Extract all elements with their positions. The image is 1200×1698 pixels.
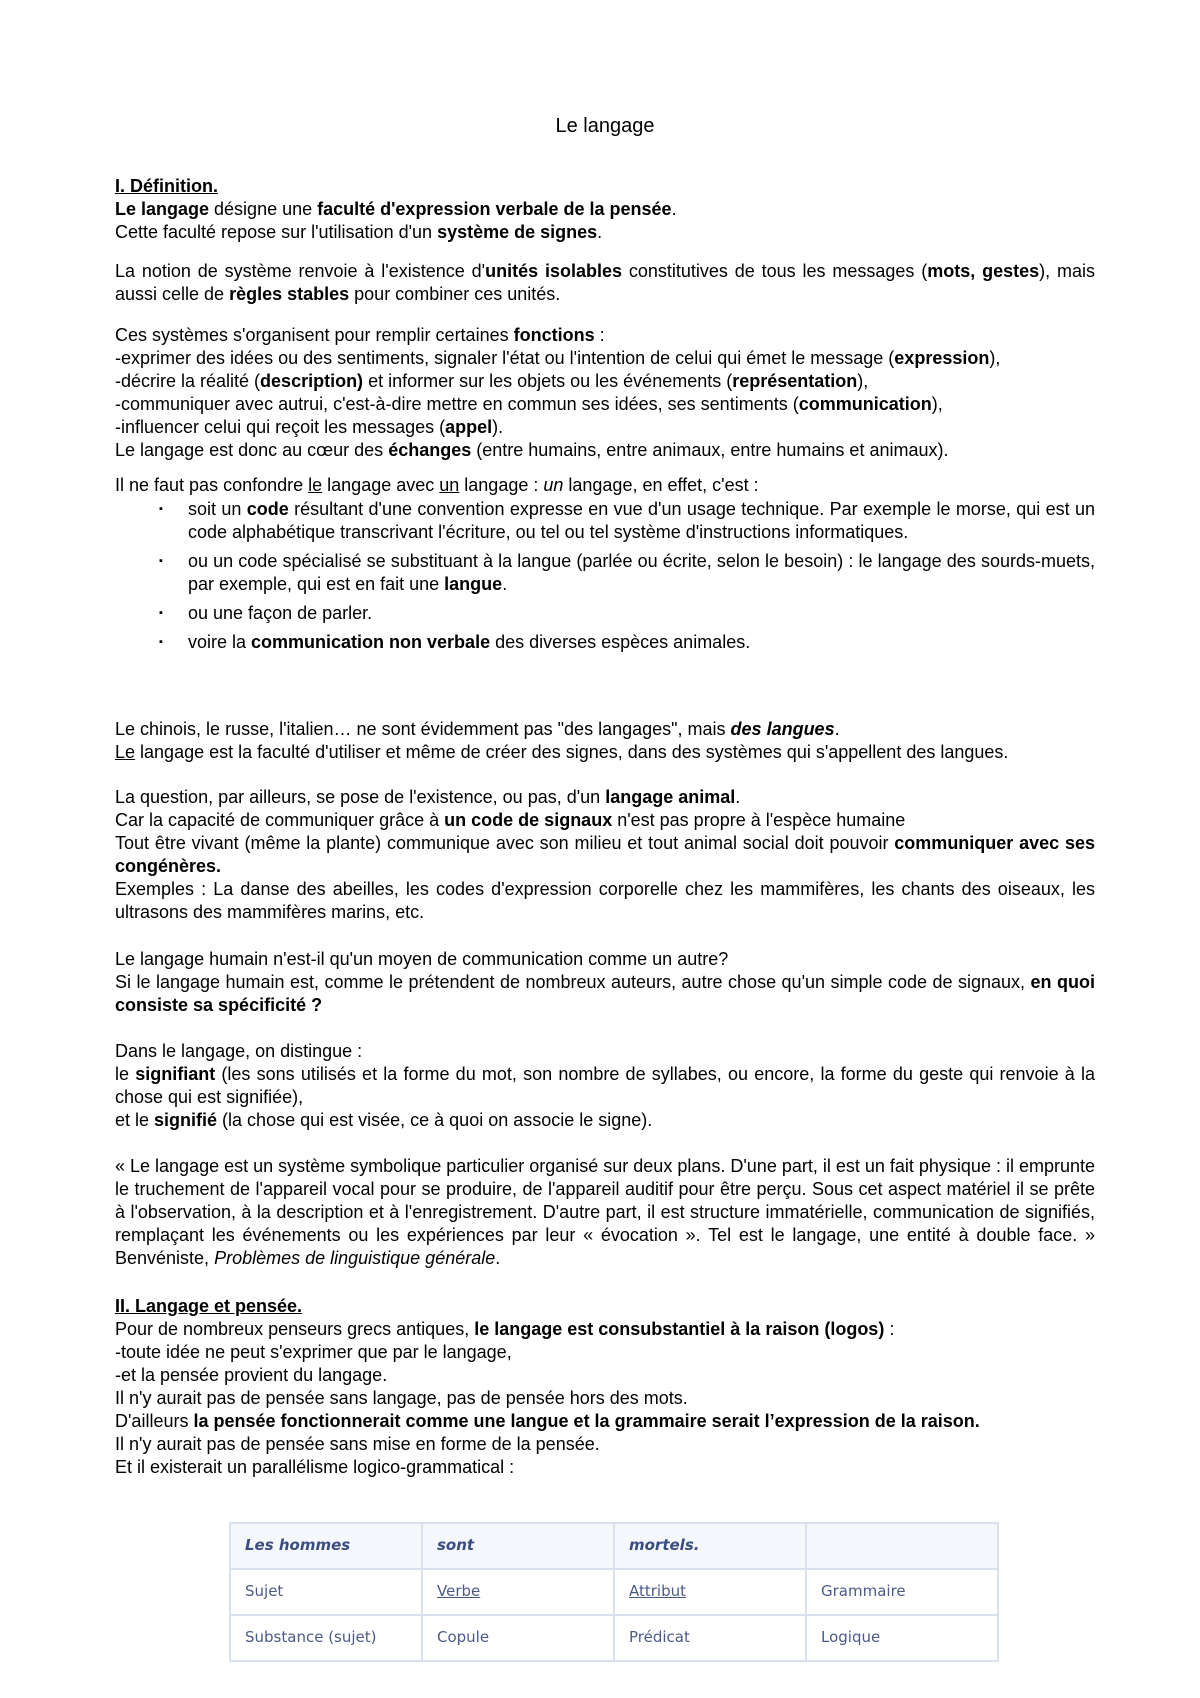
paragraph: Il ne faut pas confondre le langage avec un langage : un langage, en effet, c'est :	[115, 475, 759, 495]
table-row	[230, 1523, 998, 1569]
section-language-thought: II. Langage et pensée. Pour de nombreux penseurs grecs antiques, le langage est consubstantiel à la raison (logos) : -toute idée ne peut s'exprimer que par le langage, -et la pensée provient du langage. Il n'y aurait pas de pensée sans langage, pas de pensée hors des mots. D'ailleurs la pensée fonctionnerait comme une langue et la grammaire serait l’expression de la raison. Il n'y aurait pas de pensée sans mise en forme de la pensée. Et il existerait un parallélisme logico-grammatical :	[115, 1295, 1095, 1479]
table-cell-link[interactable]: Attribut	[614, 1569, 806, 1615]
table-cell: Substance (sujet)	[230, 1615, 422, 1661]
section-heading: I. Définition.	[115, 176, 218, 196]
table-cell: Grammaire	[806, 1569, 998, 1615]
table-cell: sont	[422, 1523, 614, 1569]
table-cell: Copule	[422, 1615, 614, 1661]
list-item: ▪ ou une façon de parler.	[188, 602, 1095, 625]
section-definition	[115, 175, 1095, 244]
table-cell: Prédicat	[614, 1615, 806, 1661]
table-cell	[806, 1523, 998, 1569]
table-cell: mortels.	[614, 1523, 806, 1569]
page-title: Le langage	[555, 115, 655, 137]
language-types-list	[115, 498, 1095, 660]
logico-grammatical-table	[229, 1522, 999, 1662]
quote-benveniste: « Le langage est un système symbolique particulier organisé sur deux plans. D'une part, il est un fait physique : il emprunte le truchement de l'appareil vocal pour se produire, de l'appareil auditif pour être perçu. Sous cet aspect matériel il se prête à l'observation, à la description et à l'enregistrement. D'autre part, il est structure immatérielle, communication de signifiés, remplaçant les événements ou les expériences par leur « évocation ». Tel est le langage, une entité à double face. » Benvéniste, Problèmes de linguistique générale.	[115, 1156, 1095, 1268]
list-item: ▪ soit un code résultant d'une convention expresse en vue d'un usage technique. Par exemple le morse, qui est un code alphabétique transcrivant l'écriture, ou tel ou tel système d'instructions informatiques.	[188, 498, 1095, 544]
paragraph: Le langage humain n'est-il qu'un moyen de communication comme un autre? Si le langage humain est, comme le prétendent de nombreux auteurs, autre chose qu'un simple code de signaux, en quoi consiste sa spécificité ?	[115, 949, 1095, 1015]
table-row	[230, 1569, 998, 1615]
table-cell: Les hommes	[230, 1523, 422, 1569]
paragraph: Le langage désigne une faculté d'expression verbale de la pensée.	[115, 199, 677, 219]
paragraph: Le chinois, le russe, l'italien… ne sont évidemment pas "des langages", mais des langues. Le langage est la faculté d'utiliser et même de créer des signes, dans des systèmes qui s'appellent des langues.	[115, 719, 1009, 762]
paragraph: La notion de système renvoie à l'existence d'unités isolables constitutives de tous les messages (mots, gestes), mais aussi celle de règles stables pour combiner ces unités.	[115, 261, 1096, 304]
paragraph: Cette faculté repose sur l'utilisation d'un système de signes.	[115, 222, 603, 242]
table-cell: Logique	[806, 1615, 998, 1661]
table-row	[230, 1615, 998, 1661]
paragraph: Dans le langage, on distingue : le signifiant (les sons utilisés et la forme du mot, son nombre de syllabes, ou encore, la forme du geste qui renvoie à la chose qui est signifiée), et le signifié (la chose qui est visée, ce à quoi on associe le signe).	[115, 1041, 1095, 1130]
functions-list: Ces systèmes s'organisent pour remplir certaines fonctions : -exprimer des idées ou des sentiments, signaler l'état ou l'intention de celui qui émet le message (expression), -décrire la réalité (description) et informer sur les objets ou les événements (représentation), -communiquer avec autrui, c'est-à-dire mettre en commun ses idées, ses sentiments (communication), -influencer celui qui reçoit les messages (appel). Le langage est donc au cœur des échanges (entre humains, entre animaux, entre humains et animaux).	[115, 325, 1001, 460]
list-item: ▪ voire la communication non verbale des diverses espèces animales.	[188, 631, 1095, 654]
section-heading: II. Langage et pensée.	[115, 1296, 303, 1316]
paragraph: La question, par ailleurs, se pose de l'existence, ou pas, d'un langage animal. Car la capacité de communiquer grâce à un code de signaux n'est pas propre à l'espèce humaine Tout être vivant (même la plante) communique avec son milieu et tout animal social doit pouvoir communiquer avec ses congénères. Exemples : La danse des abeilles, les codes d'expression corporelle chez les mammifères, les chants des oiseaux, les ultrasons des mammifères marins, etc.	[115, 787, 1096, 922]
table-cell-link[interactable]: Verbe	[422, 1569, 614, 1615]
list-item: ▪ ou un code spécialisé se substituant à la langue (parlée ou écrite, selon le besoin) : le langage des sourds-muets, par exemple, qui est en fait une langue.	[188, 550, 1095, 596]
table-cell: Sujet	[230, 1569, 422, 1615]
